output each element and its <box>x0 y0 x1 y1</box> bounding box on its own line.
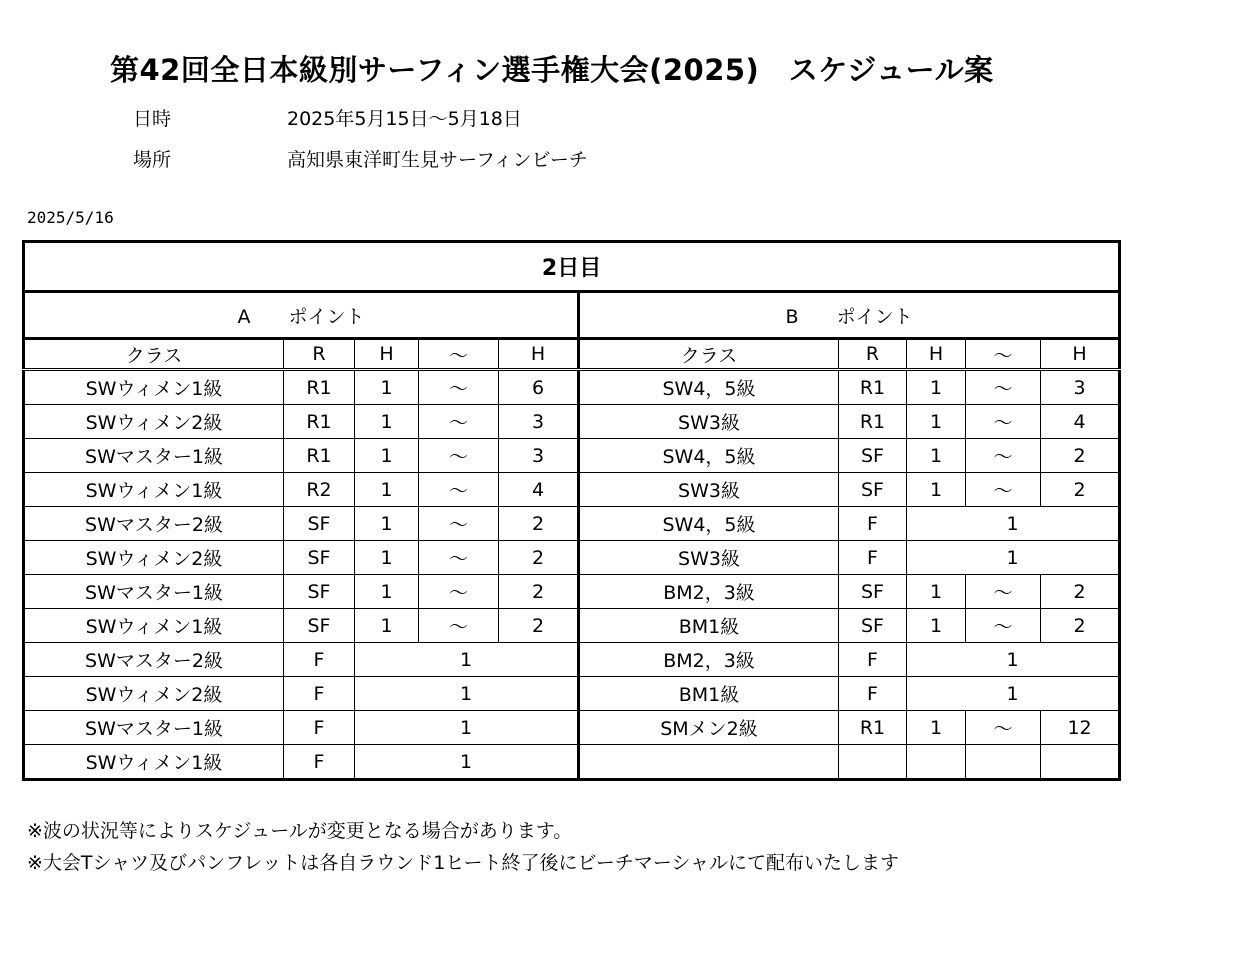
header-round-a: R <box>284 339 355 370</box>
cell-b-heat-start: 1 <box>907 711 966 745</box>
cell-a-heat-start: 1 <box>355 575 419 609</box>
cell-b-round: F <box>839 643 907 677</box>
cell-b-class: BM1級 <box>579 677 839 711</box>
cell-a-heat-end: 2 <box>499 507 579 541</box>
cell-a-heat-start: 1 <box>355 609 419 643</box>
table-row <box>24 541 1120 575</box>
cell-a-heat-single: 1 <box>355 745 579 780</box>
cell-b-heat-end: 4 <box>1041 405 1120 439</box>
cell-b-heat-end: 2 <box>1041 473 1120 507</box>
note-tshirt-distribution: ※大会Tシャツ及びパンフレットは各自ラウンド1ヒート終了後にビーチマーシャルにて配布いたします <box>27 852 900 874</box>
cell-a-tilde: ～ <box>419 370 499 405</box>
cell-a-class: SWマスター1級 <box>24 439 284 473</box>
cell-a-class: SWマスター1級 <box>24 575 284 609</box>
cell-a-heat-end: 3 <box>499 439 579 473</box>
cell-b-heat-start: 1 <box>907 575 966 609</box>
cell-a-heat-single: 1 <box>355 677 579 711</box>
cell-b-tilde <box>966 745 1041 780</box>
table-row <box>24 745 1120 780</box>
cell-a-heat-end: 6 <box>499 370 579 405</box>
cell-a-round: R1 <box>284 439 355 473</box>
place-label: 場所 <box>133 149 172 171</box>
cell-b-heat-single: 1 <box>907 677 1120 711</box>
section-b-heading: B ポイント <box>579 292 1120 339</box>
note-schedule-change: ※波の状況等によりスケジュールが変更となる場合があります。 <box>27 820 573 842</box>
cell-b-heat-single: 1 <box>907 643 1120 677</box>
cell-a-heat-end: 2 <box>499 609 579 643</box>
cell-a-tilde: ～ <box>419 405 499 439</box>
cell-a-class: SWマスター2級 <box>24 507 284 541</box>
cell-b-class: SW4，5級 <box>579 507 839 541</box>
cell-a-heat-single: 1 <box>355 711 579 745</box>
cell-b-round: SF <box>839 575 907 609</box>
cell-a-heat-end: 2 <box>499 541 579 575</box>
header-class-b: クラス <box>579 339 839 370</box>
header-heat-end-b: H <box>1041 339 1120 370</box>
cell-b-heat-end: 12 <box>1041 711 1120 745</box>
cell-b-class: SW3級 <box>579 405 839 439</box>
cell-b-class <box>579 745 839 780</box>
table-row <box>24 370 1120 405</box>
cell-b-heat-end: 3 <box>1041 370 1120 405</box>
place-value: 高知県東洋町生見サーフィンビーチ <box>287 149 588 171</box>
cell-a-heat-end: 4 <box>499 473 579 507</box>
section-a-heading: A ポイント <box>24 292 579 339</box>
cell-b-tilde: ～ <box>966 609 1041 643</box>
page-title: 第42回全日本級別サーフィン選手権大会(2025) スケジュール案 <box>110 53 994 87</box>
cell-a-class: SWウィメン1級 <box>24 609 284 643</box>
schedule-date: 2025/5/16 <box>27 208 114 227</box>
header-heat-start-b: H <box>907 339 966 370</box>
table-row <box>24 473 1120 507</box>
cell-b-class: BM2，3級 <box>579 575 839 609</box>
cell-b-heat-start: 1 <box>907 405 966 439</box>
cell-a-heat-end: 2 <box>499 575 579 609</box>
header-class-a: クラス <box>24 339 284 370</box>
cell-a-class: SWウィメン2級 <box>24 405 284 439</box>
cell-b-round: R1 <box>839 370 907 405</box>
cell-b-heat-end: 2 <box>1041 439 1120 473</box>
cell-a-round: F <box>284 711 355 745</box>
cell-a-heat-end: 3 <box>499 405 579 439</box>
cell-a-round: R1 <box>284 370 355 405</box>
cell-a-class: SWウィメン1級 <box>24 473 284 507</box>
cell-a-class: SWウィメン1級 <box>24 370 284 405</box>
table-row <box>24 609 1120 643</box>
datetime-value: 2025年5月15日～5月18日 <box>287 108 522 130</box>
cell-a-round: SF <box>284 609 355 643</box>
cell-b-round: SF <box>839 439 907 473</box>
cell-b-round: SF <box>839 473 907 507</box>
table-row <box>24 439 1120 473</box>
cell-b-class: BM2，3級 <box>579 643 839 677</box>
cell-b-heat-start: 1 <box>907 370 966 405</box>
cell-a-heat-start: 1 <box>355 405 419 439</box>
table-row <box>24 405 1120 439</box>
cell-a-round: F <box>284 643 355 677</box>
cell-b-class: SMメン2級 <box>579 711 839 745</box>
table-row <box>24 575 1120 609</box>
cell-b-class: BM1級 <box>579 609 839 643</box>
cell-a-round: R2 <box>284 473 355 507</box>
cell-a-class: SWウィメン2級 <box>24 677 284 711</box>
cell-b-heat-end: 2 <box>1041 609 1120 643</box>
day-heading: 2日目 <box>24 242 1120 292</box>
cell-a-tilde: ～ <box>419 609 499 643</box>
cell-b-tilde: ～ <box>966 370 1041 405</box>
cell-a-round: SF <box>284 541 355 575</box>
header-tilde-b: ～ <box>966 339 1041 370</box>
schedule-table <box>22 240 1121 781</box>
cell-b-heat-single: 1 <box>907 541 1120 575</box>
cell-b-class: SW4，5級 <box>579 439 839 473</box>
cell-b-tilde: ～ <box>966 439 1041 473</box>
cell-b-round: F <box>839 507 907 541</box>
cell-b-tilde: ～ <box>966 405 1041 439</box>
cell-b-heat-end <box>1041 745 1120 780</box>
cell-b-heat-end: 2 <box>1041 575 1120 609</box>
header-heat-end-a: H <box>499 339 579 370</box>
cell-a-class: SWウィメン2級 <box>24 541 284 575</box>
table-row <box>24 507 1120 541</box>
cell-a-heat-start: 1 <box>355 370 419 405</box>
table-row <box>24 677 1120 711</box>
cell-b-heat-start: 1 <box>907 439 966 473</box>
cell-b-tilde: ～ <box>966 473 1041 507</box>
cell-b-round: F <box>839 541 907 575</box>
cell-b-round <box>839 745 907 780</box>
cell-a-heat-single: 1 <box>355 643 579 677</box>
cell-a-tilde: ～ <box>419 575 499 609</box>
cell-a-round: SF <box>284 507 355 541</box>
cell-a-class: SWウィメン1級 <box>24 745 284 780</box>
cell-b-class: SW4，5級 <box>579 370 839 405</box>
cell-a-class: SWマスター2級 <box>24 643 284 677</box>
table-row <box>24 711 1120 745</box>
cell-b-class: SW3級 <box>579 473 839 507</box>
cell-b-round: R1 <box>839 405 907 439</box>
header-round-b: R <box>839 339 907 370</box>
cell-a-heat-start: 1 <box>355 473 419 507</box>
header-tilde-a: ～ <box>419 339 499 370</box>
cell-a-tilde: ～ <box>419 439 499 473</box>
datetime-label: 日時 <box>133 108 172 130</box>
cell-a-tilde: ～ <box>419 473 499 507</box>
header-heat-start-a: H <box>355 339 419 370</box>
cell-a-round: SF <box>284 575 355 609</box>
table-row <box>24 643 1120 677</box>
cell-b-class: SW3級 <box>579 541 839 575</box>
cell-a-heat-start: 1 <box>355 541 419 575</box>
cell-b-tilde: ～ <box>966 575 1041 609</box>
cell-a-round: F <box>284 677 355 711</box>
cell-a-class: SWマスター1級 <box>24 711 284 745</box>
cell-a-round: F <box>284 745 355 780</box>
cell-a-round: R1 <box>284 405 355 439</box>
cell-b-tilde: ～ <box>966 711 1041 745</box>
cell-b-heat-start <box>907 745 966 780</box>
cell-a-tilde: ～ <box>419 507 499 541</box>
cell-b-heat-single: 1 <box>907 507 1120 541</box>
cell-b-round: R1 <box>839 711 907 745</box>
cell-b-round: SF <box>839 609 907 643</box>
cell-a-heat-start: 1 <box>355 507 419 541</box>
cell-b-round: F <box>839 677 907 711</box>
cell-a-tilde: ～ <box>419 541 499 575</box>
cell-b-heat-start: 1 <box>907 473 966 507</box>
cell-b-heat-start: 1 <box>907 609 966 643</box>
cell-a-heat-start: 1 <box>355 439 419 473</box>
